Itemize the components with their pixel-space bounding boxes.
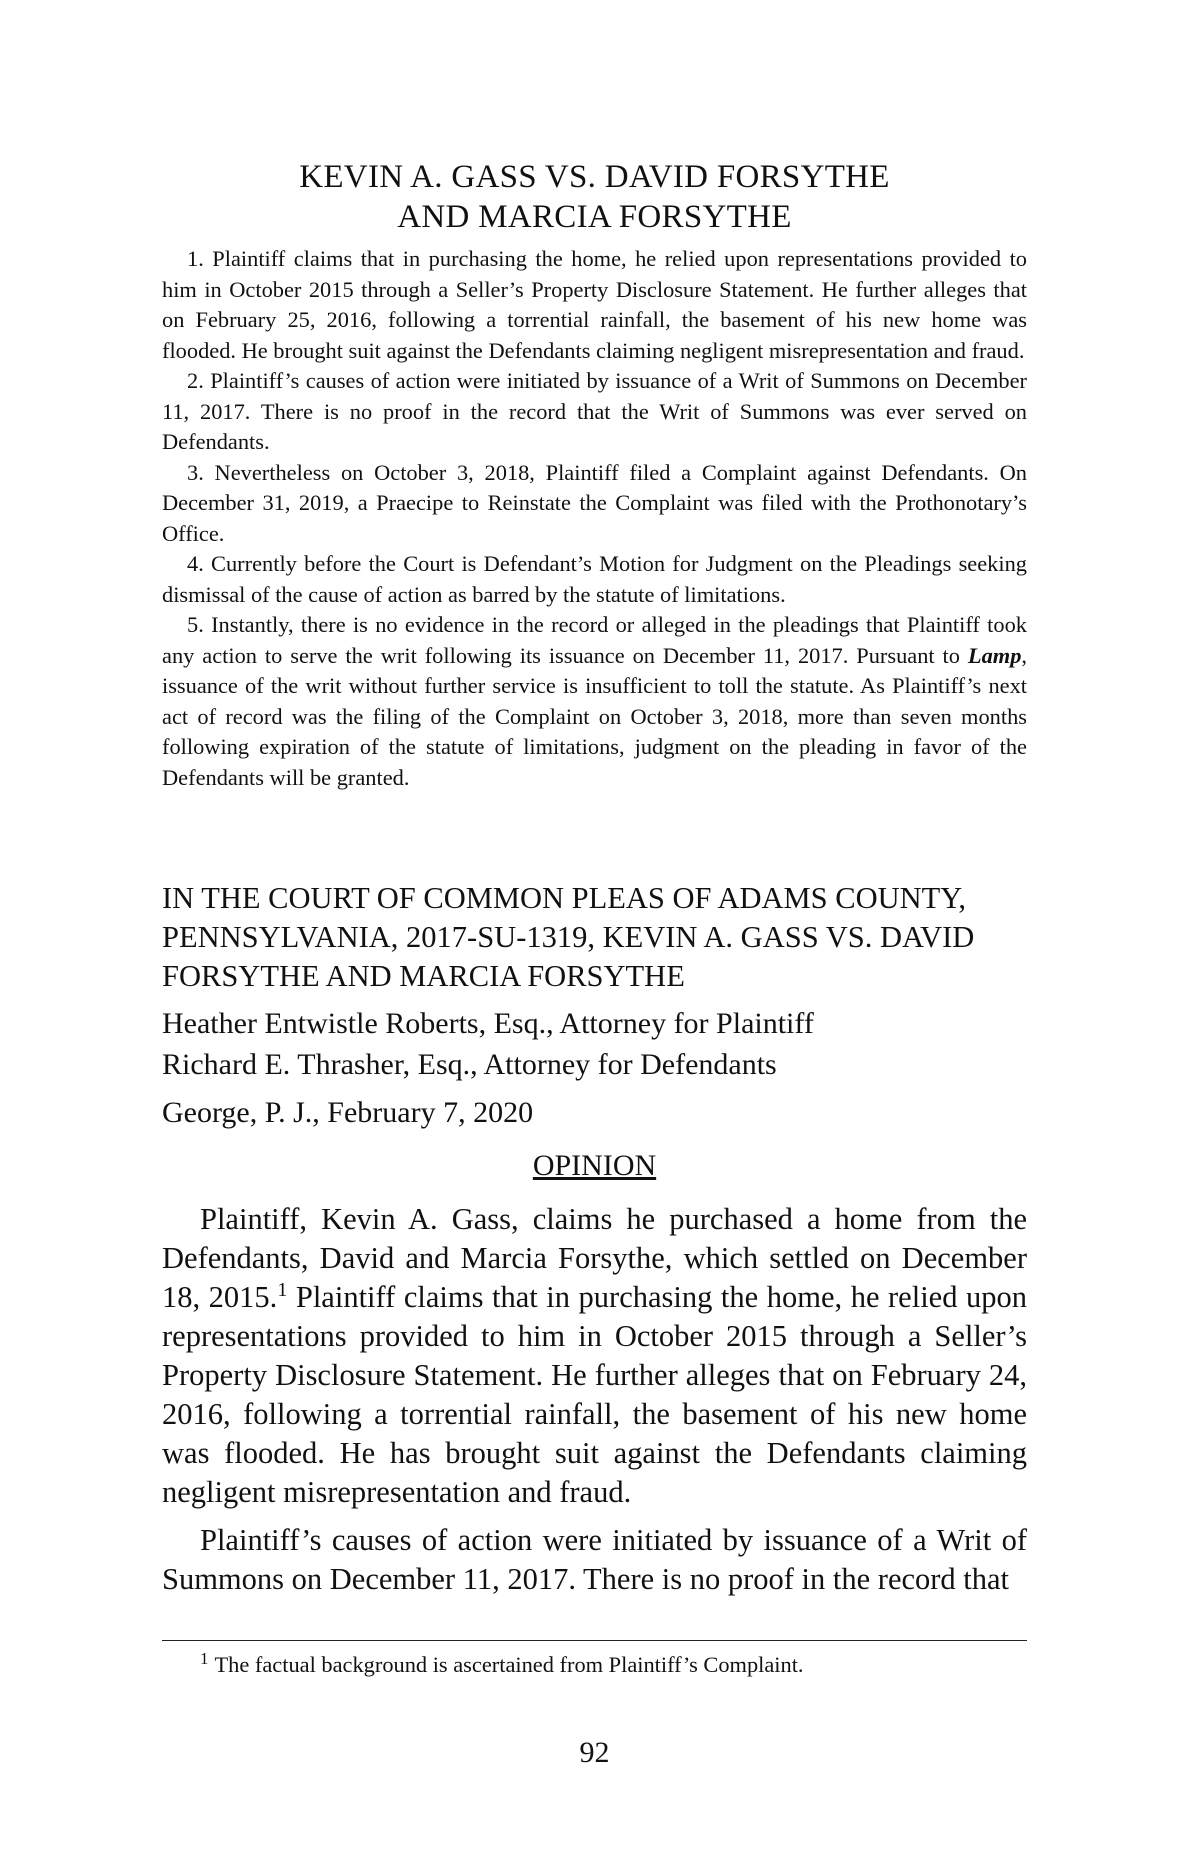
page-number: 92 <box>579 1736 610 1769</box>
summary-paragraph-1: 1. Plaintiff claims that in purchasing the home, he relied upon representations provided to him in October 2015 through a Seller’s Property Disclosure Statement. He further alleges that on February 25, 2016, following a torrential rainfall, the basement of his new home was flooded. He brought suit against the Defendants claiming negligent misrepresentation and fraud. <box>162 246 1027 363</box>
opinion-body <box>162 1200 1027 1608</box>
case-title-line-1: KEVIN A. GASS VS. DAVID FORSYTHE <box>299 159 890 195</box>
footnote <box>200 1650 1000 1680</box>
counsel-block <box>162 1004 1027 1134</box>
summary-paragraph-3: 3. Nevertheless on October 3, 2018, Plaintiff filed a Complaint against Defendants. On December 31, 2019, a Praecipe to Reinstate the Complaint was filed with the Prothonotary’s Office. <box>162 459 1027 546</box>
case-title-line-2: AND MARCIA FORSYTHE <box>397 199 792 235</box>
headnote-summary <box>162 244 1027 793</box>
opinion-p1-text-after: Plaintiff claims that in purchasing the home, he relied upon representations provided to him in October 2015 through a Seller’s Property Disclosure Statement. He further alleges that on February 24, 2016, following a torrential rainfall, the basement of his new home was flooded. He has brought suit against the Defendants claiming negligent misrepresentation and fraud. <box>162 1280 1028 1509</box>
footnote-marker: 1 <box>200 1649 209 1668</box>
court-caption: IN THE COURT OF COMMON PLEAS OF ADAMS COUNTY, PENNSYLVANIA, 2017-SU-1319, KEVIN A. GASS VS. DAVID FORSYTHE AND MARCIA FORSYTHE <box>162 881 975 993</box>
footnote-text: The factual background is ascertained from Plaintiff’s Complaint. <box>214 1652 804 1677</box>
judge-and-date: George, P. J., February 7, 2020 <box>162 1096 534 1129</box>
opinion-heading: OPINION <box>532 1149 657 1182</box>
summary-paragraph-5 <box>162 610 1027 793</box>
case-title <box>162 157 1027 237</box>
opinion-paragraph-2: Plaintiff’s causes of action were initiated by issuance of a Writ of Summons on December 11, 2017. There is no proof in the record that <box>162 1523 1027 1596</box>
footnote-reference: 1 <box>277 1279 288 1301</box>
summary-p5-text-before: 5. Instantly, there is no evidence in the record or alleged in the pleadings that Plaintiff took any action to serve the writ following its issuance on December 11, 2017. Pursuant to <box>162 612 1027 668</box>
opinion-paragraph-1 <box>162 1200 1027 1512</box>
footnote-divider <box>162 1640 1027 1641</box>
summary-paragraph-2: 2. Plaintiff’s causes of action were initiated by issuance of a Writ of Summons on December 11, 2017. There is no proof in the record that the Writ of Summons was ever served on Defendants. <box>162 368 1027 454</box>
plaintiff-attorney: Heather Entwistle Roberts, Esq., Attorney for Plaintiff <box>162 1007 814 1040</box>
summary-p5-text-after: , issuance of the writ without further service is insufficient to toll the statute. As Plaintiff’s next act of record was the filing of the Complaint on October 3, 2018, more than seven months following expiration of the statute of limitations, judgment on the pleading in favor of the Defendants will be granted. <box>162 642 1027 790</box>
summary-paragraph-4: 4. Currently before the Court is Defendant’s Motion for Judgment on the Pleadings seeking dismissal of the cause of action as barred by the statute of limitations. <box>162 551 1027 607</box>
opinion-p1-text-before: Plaintiff, Kevin A. Gass, claims he purchased a home from the Defendants, David and Marcia Forsythe, which settled on December 18, 2015. <box>162 1202 1027 1314</box>
defendant-attorney: Richard E. Thrasher, Esq., Attorney for Defendants <box>162 1048 777 1081</box>
case-citation-lamp: Lamp <box>967 642 1022 668</box>
